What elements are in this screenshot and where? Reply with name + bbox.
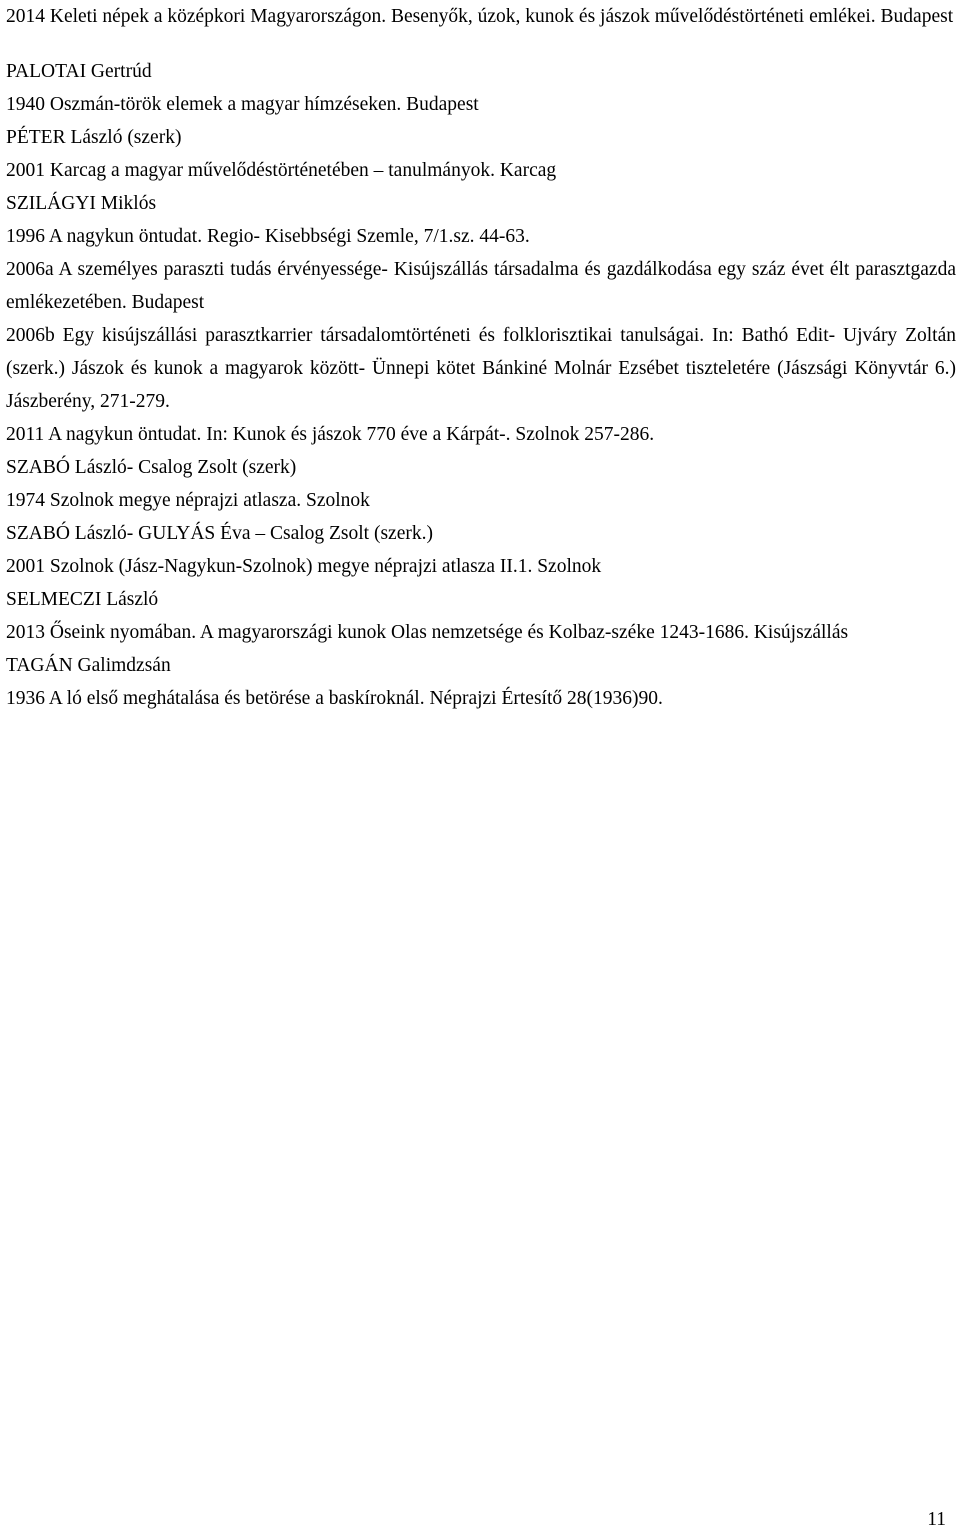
page-number: 11 [927, 1509, 946, 1530]
bibliography-entry: 1974 Szolnok megye néprajzi atlasza. Szolnok [6, 490, 370, 511]
author-heading: PALOTAI Gertrúd [6, 61, 152, 82]
bibliography-entry: 2006b Egy kisújszállási parasztkarrier társadalomtörténeti és folklorisztikai tanulságai. In: Bathó Edit- Ujváry Zoltán (szerk.) Jászok és kunok a magyarok között- Ünnepi kötet Bánkiné Molnár Ezsébet tiszteletére (Jászsági Könyvtár 6.) Jászberény, 271-279. [6, 325, 956, 412]
bibliography-entry: 1996 A nagykun öntudat. Regio- Kisebbségi Szemle, 7/1.sz. 44-63. [6, 226, 530, 247]
bibliography-entry: 1940 Oszmán-török elemek a magyar hímzéseken. Budapest [6, 94, 479, 115]
author-heading: SZABÓ László- GULYÁS Éva – Csalog Zsolt (szerk.) [6, 523, 433, 544]
bibliography-entry: 2014 Keleti népek a középkori Magyarországon. Besenyők, úzok, kunok és jászok művelődéstörténeti emlékei. Budapest [6, 6, 954, 27]
document-page [6, 0, 956, 715]
author-heading: SELMECZI László [6, 589, 159, 610]
bibliography-entry: 2001 Karcag a magyar művelődéstörténetében – tanulmányok. Karcag [6, 160, 557, 181]
bibliography-entry: 2011 A nagykun öntudat. In: Kunok és jászok 770 éve a Kárpát-. Szolnok 257-286. [6, 424, 655, 445]
author-heading: TAGÁN Galimdzsán [6, 655, 171, 676]
author-heading: PÉTER László (szerk) [6, 127, 182, 148]
author-heading: SZABÓ László- Csalog Zsolt (szerk) [6, 457, 297, 478]
bibliography-entry: 2013 Őseink nyomában. A magyarországi kunok Olas nemzetsége és Kolbaz-széke 1243-1686. Kisújszállás [6, 622, 849, 643]
bibliography-entry: 2001 Szolnok (Jász-Nagykun-Szolnok) megye néprajzi atlasza II.1. Szolnok [6, 556, 602, 577]
bibliography-entry: 2006a A személyes paraszti tudás érvényessége- Kisújszállás társadalma és gazdálkodása egy száz évet élt parasztgazda emlékezetében. Budapest [6, 259, 956, 313]
author-heading: SZILÁGYI Miklós [6, 193, 157, 214]
bibliography-entry: 1936 A ló első meghátalása és betörése a baskíroknál. Néprajzi Értesítő 28(1936)90. [6, 688, 663, 709]
